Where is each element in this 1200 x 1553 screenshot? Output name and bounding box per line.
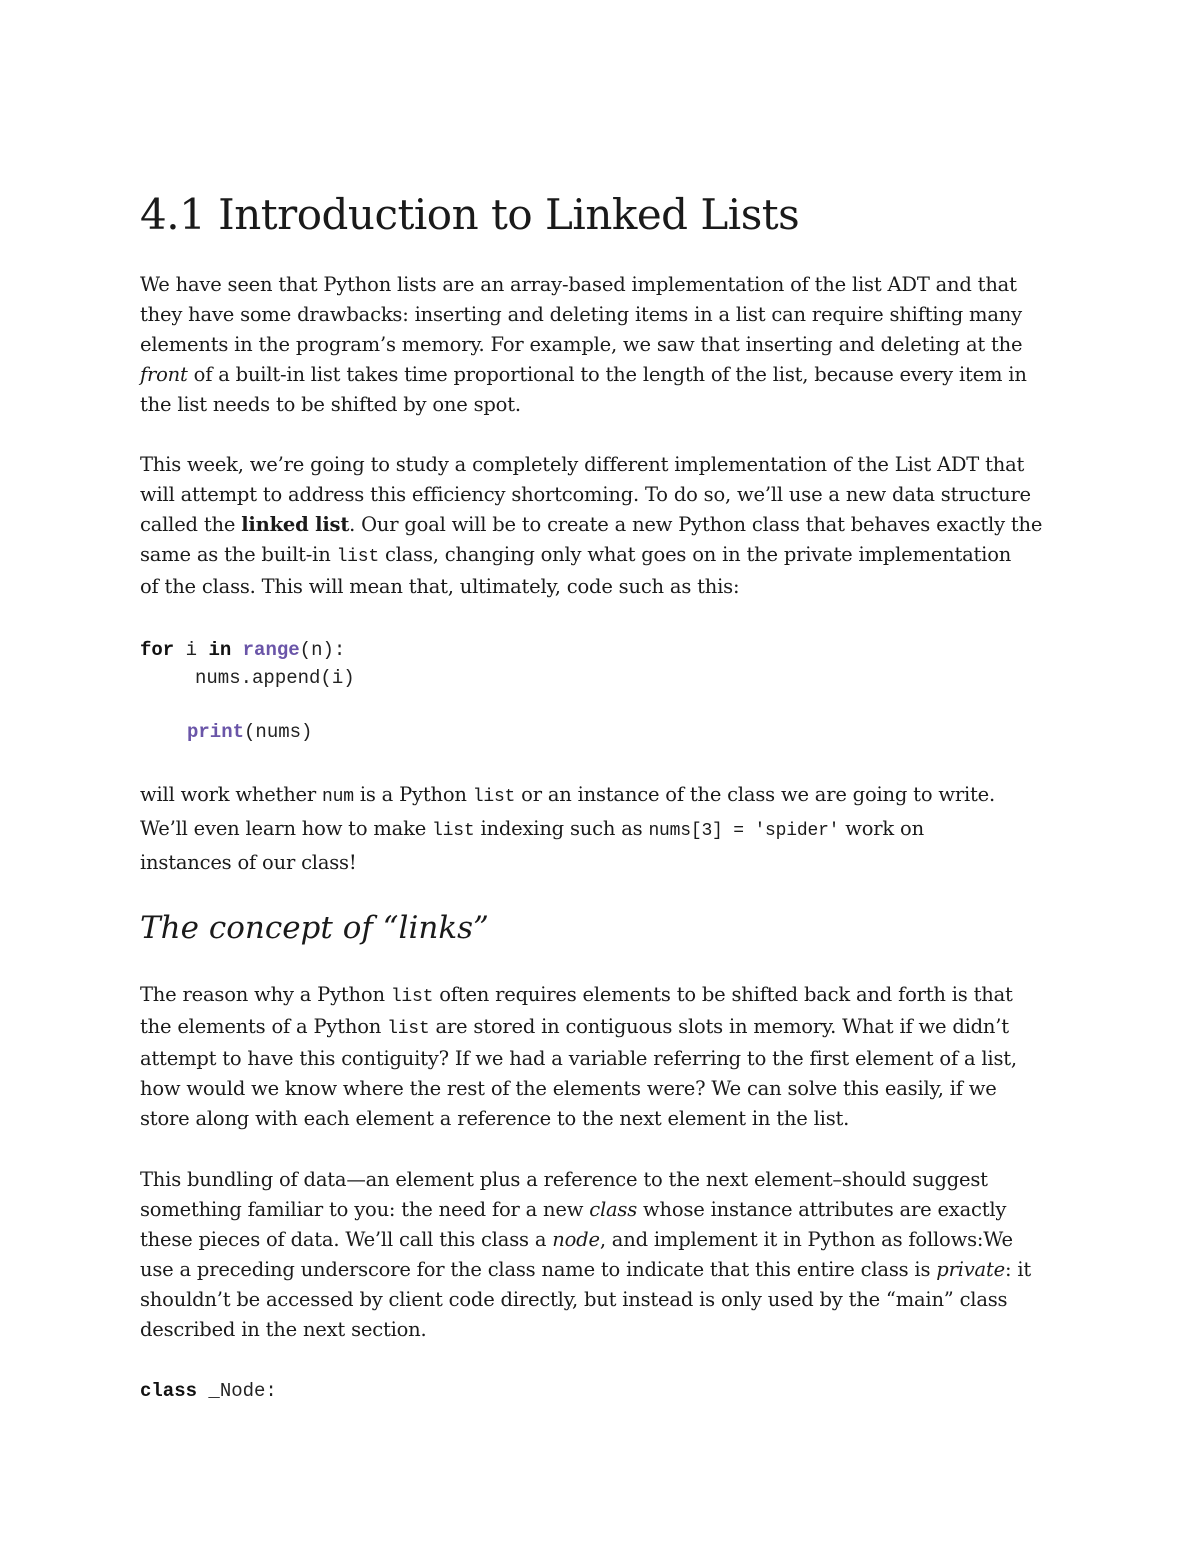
code-keyword-for: for (140, 639, 175, 661)
text-line: use a preceding underscore for the class name to indicate that this entire class is private: it (140, 1258, 1031, 1281)
page-title: 4.1 Introduction to Linked Lists (140, 190, 800, 239)
text-line: attempt to have this contiguity? If we had a variable referring to the first element of a list, (140, 1047, 1017, 1070)
text-line: The reason why a Python list often requires elements to be shifted back and forth is that (140, 983, 1013, 1007)
code-keyword-class: class (140, 1380, 198, 1402)
code-line-class: class _Node: (140, 1380, 277, 1402)
text-line: This bundling of data—an element plus a reference to the next element–should suggest (140, 1168, 988, 1191)
code-line-append: nums.append(i) (195, 667, 355, 689)
paragraph-bundling (140, 1165, 1031, 1345)
inline-code: list (432, 821, 475, 841)
code-line-for: for i in range(n): (140, 639, 346, 661)
text-line: elements in the program’s memory. For example, we saw that inserting and deleting at the (140, 333, 1023, 356)
text-line: called the linked list. Our goal will be to create a new Python class that behaves exactly the (140, 513, 1043, 536)
emphasis-front: front (140, 363, 188, 386)
text-line: We have seen that Python lists are an array-based implementation of the list ADT and that (140, 273, 1017, 296)
text-line: how would we know where the rest of the elements were? We can solve this easily, if we (140, 1077, 997, 1100)
inline-code: list (336, 547, 379, 567)
inline-code: list (390, 987, 434, 1007)
text-line: they have some drawbacks: inserting and deleting items in a list can require shifting many (140, 303, 1022, 326)
paragraph-will-work (140, 780, 995, 878)
text-line: the list needs to be shifted by one spot. (140, 393, 521, 416)
text-line: instances of our class! (140, 851, 357, 874)
text-line: described in the next section. (140, 1318, 427, 1341)
paragraph-intro (140, 270, 1027, 420)
text-line: store along with each element a reference to the next element in the list. (140, 1107, 850, 1130)
text-line: will work whether num is a Python list or an instance of the class we are going to write. (140, 783, 995, 807)
text-line: We’ll even learn how to make list indexing such as nums[3] = 'spider' work on (140, 817, 924, 841)
text-line: same as the built-in list class, changing only what goes on in the private implementation (140, 543, 1012, 567)
inline-code: nums[3] = 'spider' (648, 821, 840, 841)
text-line: This week, we’re going to study a completely different implementation of the List ADT that (140, 453, 1025, 476)
code-builtin-print: print (187, 721, 245, 743)
text-line: will attempt to address this efficiency shortcoming. To do so, we’ll use a new data structure (140, 483, 1031, 506)
text-line: something familiar to you: the need for a new class whose instance attributes are exactly (140, 1198, 1007, 1221)
text-line: the elements of a Python list are stored in contiguous slots in memory. What if we didn’t (140, 1015, 1009, 1039)
emphasis-private: private (936, 1258, 1005, 1281)
term-linked-list: linked list (241, 513, 350, 536)
inline-code: list (387, 1019, 430, 1039)
section-heading: The concept of “links” (140, 910, 489, 946)
inline-code: list (472, 787, 516, 807)
emphasis-class: class (589, 1198, 638, 1221)
text-line: these pieces of data. We’ll call this class a node, and implement it in Python as follows:We (140, 1228, 1013, 1251)
inline-code: num (322, 787, 354, 807)
text-line: shouldn’t be accessed by client code directly, but instead is only used by the “main” class (140, 1288, 1008, 1311)
code-line-print: print(nums) (187, 721, 313, 743)
text-line: front of a built-in list takes time proportional to the length of the list, because every item in (140, 363, 1027, 386)
paragraph-concept (140, 980, 1017, 1134)
text-line: of the class. This will mean that, ultimately, code such as this: (140, 575, 740, 598)
emphasis-node: node (552, 1228, 600, 1251)
code-keyword-in: in (208, 639, 232, 661)
code-builtin-range: range (242, 639, 300, 661)
paragraph-this-week (140, 450, 1042, 602)
